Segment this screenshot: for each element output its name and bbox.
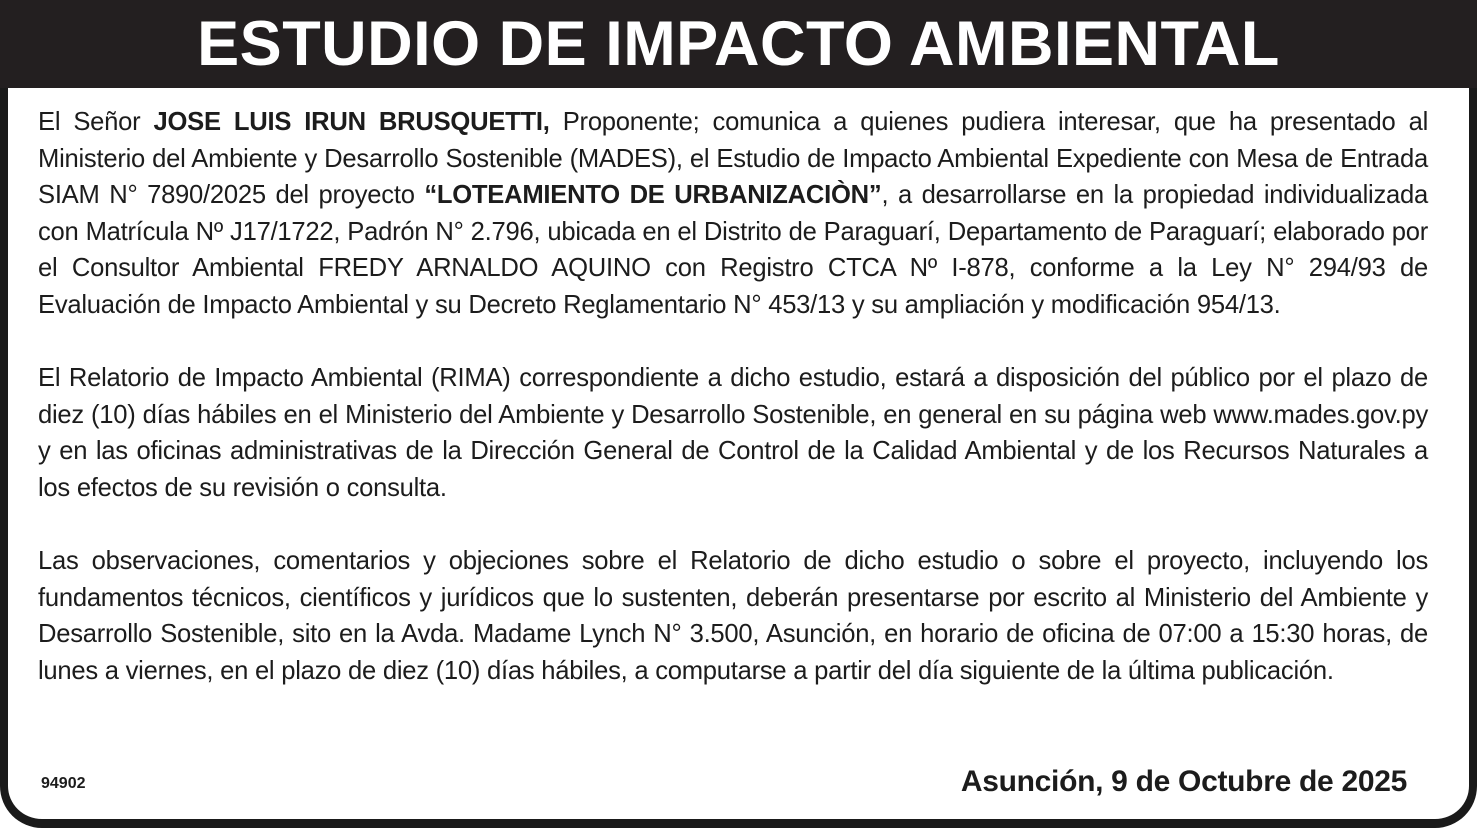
reference-code: 94902 xyxy=(41,775,86,792)
publication-date: Asunción, 9 de Octubre de 2025 xyxy=(960,765,1407,798)
paragraph-1-text-a: Proponente; comunica a quienes pudiera interesar, que ha presentado al Ministerio del Ambiente y Desarrollo Sostenible (MADES), el Estudio de Impacto Ambiental Expediente con Mesa de Entrada SIAM N° 7890/2025 del proyecto xyxy=(38,108,1428,210)
paragraph-3: Las observaciones, comentarios y objeciones sobre el Relatorio de dicho estudio o sobre el proyecto, incluyendo los fundamentos técnicos, científicos y jurídicos que lo sustenten, deberán presentarse por escrito al Ministerio del Ambiente y Desarrollo Sostenible, sito en la Avda. Madame Lynch N° 3.500, Asunción, en horario de oficina de 07:00 a 15:30 horas, de lunes a viernes, en el plazo de diez (10) días hábiles, a computarse a partir del día siguiente de la última publicación. xyxy=(38,547,1428,685)
proponent-name: JOSE LUIS IRUN BRUSQUETTI, xyxy=(153,108,550,136)
paragraph-1-intro: El Señor xyxy=(38,108,154,136)
notice-body xyxy=(38,104,1428,690)
header-banner xyxy=(0,0,1477,88)
paragraph-2: El Relatorio de Impacto Ambiental (RIMA) correspondiente a dicho estudio, estará a disposición del público por el plazo de diez (10) días hábiles en el Ministerio del Ambiente y Desarrollo Sostenible, en general en su página web www.mades.gov.py y en las oficinas administrativas de la Dirección General de Control de la Calidad Ambiental y de los Recursos Naturales a los efectos de su revisión o consulta. xyxy=(38,364,1428,502)
project-name: “LOTEAMIENTO DE URBANIZACIÒN” xyxy=(424,181,882,210)
paragraph-1 xyxy=(38,104,1428,324)
paragraph-1-text-b: , a desarrollarse en la propiedad individualizada con Matrícula Nº J17/1722, Padrón N° 2.796, ubicada en el Distrito de Paraguarí, Departamento de Paraguarí; elaborado por el Consultor Ambiental FREDY ARNALDO AQUINO con Registro CTCA Nº I-878, conforme a la Ley N° 294/93 de Evaluación de Impacto Ambiental y su Decreto Reglamentario N° 453/13 y su ampliación y modificación 954/13. xyxy=(38,181,1428,319)
page-title: ESTUDIO DE IMPACTO AMBIENTAL xyxy=(197,9,1280,79)
